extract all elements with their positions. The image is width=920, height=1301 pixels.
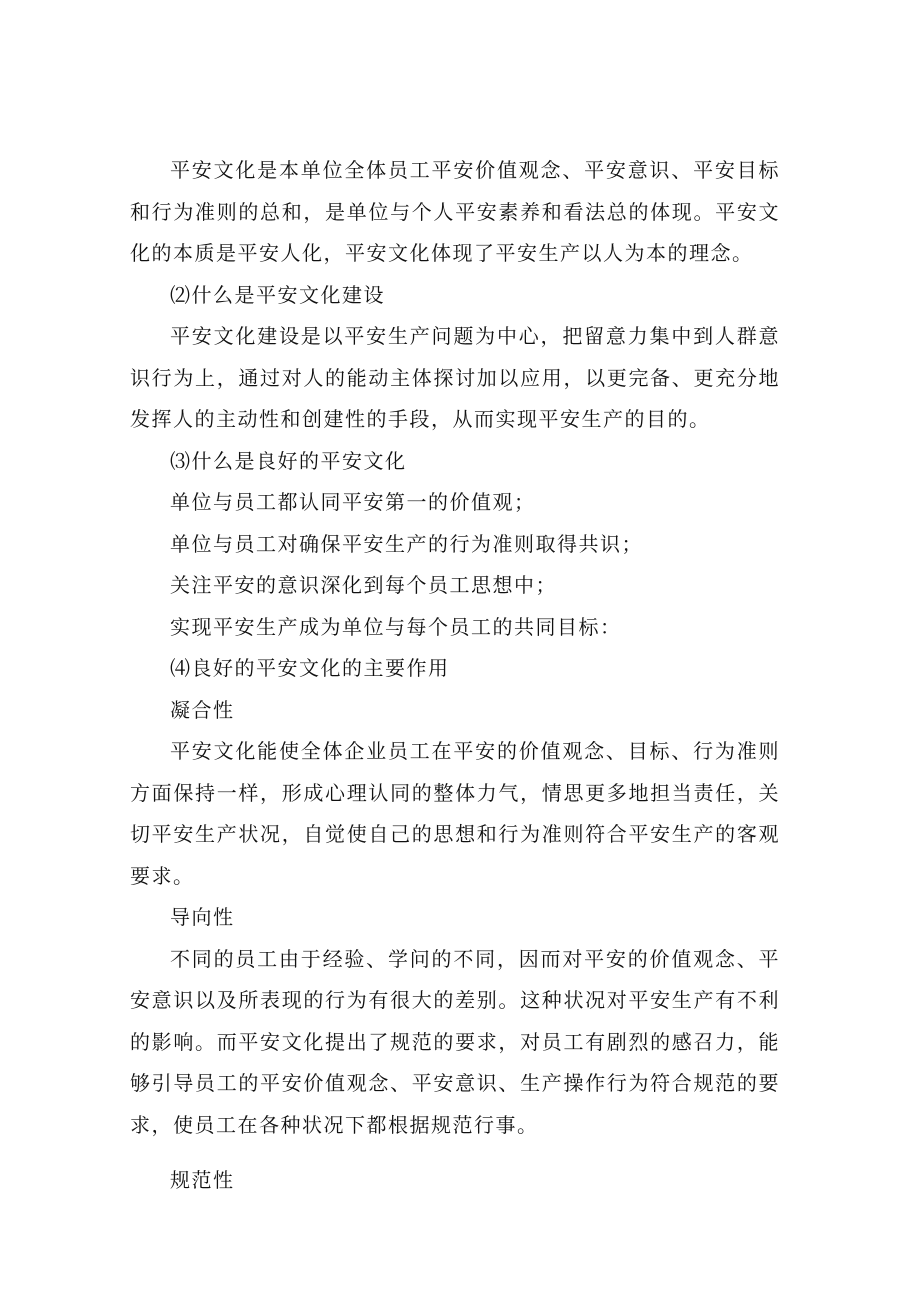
document-body: [130, 150, 780, 1202]
paragraph-guidance: 不同的员工由于经验、学问的不同，因而对平安的价值观念、平安意识以及所表现的行为有很大的差别。这种状况对平安生产有不利的影响。而平安文化提出了规范的要求，对员工有剧烈的感召力，能够引导员工的平安价值观念、平安意识、生产操作行为符合规范的要求，使员工在各种状况下都根据规范行事。: [130, 946, 780, 1137]
heading-what-is-safety-culture-construction: ⑵什么是平安文化建设: [170, 282, 385, 307]
paragraph-cohesion: 平安文化能使全体企业员工在平安的价值观念、目标、行为准则方面保持一样，形成心理认同的整体力气，情思更多地担当责任，关切平安生产状况，自觉使自己的思想和行为准则符合平安生产的客观要求。: [130, 739, 780, 888]
list-item-goal: 实现平安生产成为单位与每个员工的共同目标：: [170, 614, 622, 639]
paragraph-construction: 平安文化建设是以平安生产问题为中心，把留意力集中到人群意识行为上，通过对人的能动主体探讨加以应用，以更完备、更充分地发挥人的主动性和创建性的手段，从而实现平安生产的目的。: [130, 324, 780, 431]
subheading-guidance: 导向性: [170, 905, 235, 929]
subheading-normativity: 规范性: [170, 1168, 235, 1192]
list-item-consensus: 单位与员工对确保平安生产的行为准则取得共识；: [170, 531, 643, 556]
heading-good-safety-culture: ⑶什么是良好的平安文化: [170, 448, 407, 473]
heading-main-functions: ⑷良好的平安文化的主要作用: [170, 656, 450, 680]
paragraph-definition: 平安文化是本单位全体员工平安价值观念、平安意识、平安目标和行为准则的总和，是单位与个人平安素养和看法总的体现。平安文化的本质是平安人化，平安文化体现了平安生产以人为本的理念。: [130, 158, 780, 265]
subheading-cohesion: 凝合性: [170, 697, 235, 722]
list-item-awareness: 关注平安的意识深化到每个员工思想中；: [170, 573, 557, 597]
list-item-value: 单位与员工都认同平安第一的价值观；: [170, 490, 536, 514]
